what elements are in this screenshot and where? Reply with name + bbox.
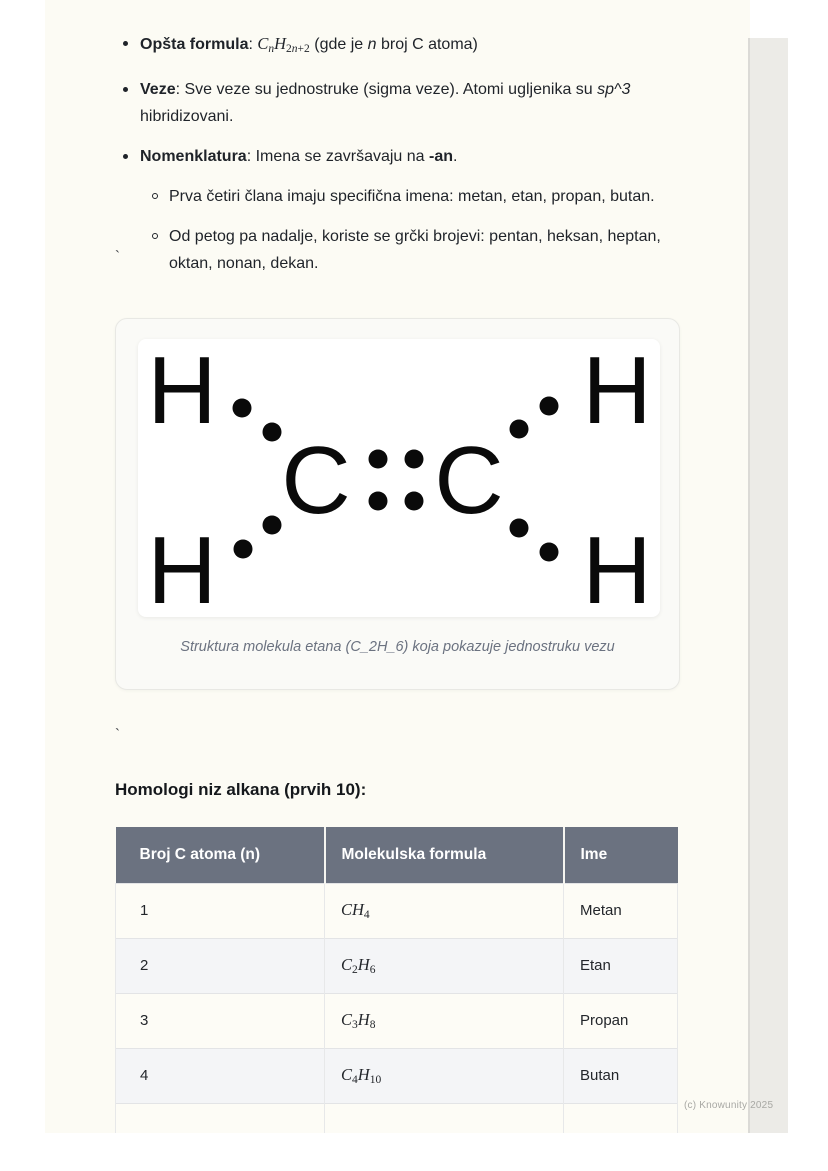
cell-formula: $C_4H_{10}$ — [325, 1048, 564, 1103]
scrollbar-track[interactable] — [748, 38, 788, 1133]
cell-name: Etan — [564, 938, 678, 993]
cell-formula: $C_2H_6$ — [325, 938, 564, 993]
atom-h-top-left: H — [147, 337, 217, 444]
cell-name: Butan — [564, 1048, 678, 1103]
document-page — [45, 0, 750, 1133]
ethane-lewis-structure-image — [138, 337, 660, 624]
watermark: (c) Knowunity 2025 — [684, 1100, 774, 1111]
sub-bullet-text: Prva četiri člana imaju specifična imena: metan, etan, propan, butan. — [169, 188, 655, 205]
cell-name: Metan — [564, 883, 678, 938]
electron-dot — [233, 399, 252, 418]
electron-dot — [369, 492, 388, 511]
column-header-molekulska-formula: Molekulska formula — [325, 827, 564, 883]
sub-bullet-list — [169, 183, 685, 277]
separator: : — [248, 36, 258, 53]
table-heading: Homologi niz alkana (prvih 10): — [115, 780, 367, 799]
cell-n — [116, 1103, 325, 1133]
electron-dot — [510, 519, 529, 538]
table-row — [116, 1103, 678, 1133]
column-header-ime: Ime — [564, 827, 678, 883]
column-header-broj-c-atoma: Broj C atoma (n) — [116, 827, 325, 883]
atom-c-left: C — [281, 427, 351, 534]
bullet-nomenklatura: Nomenklatura: Imena se završavaju na -an. Prva četiri člana imaju specifična imena: metan, etan, propan, butan. Od petog pa nadalje, koriste se grčki brojevi: pentan, heksan, heptan, oktan, nonan, dekan. — [140, 143, 685, 277]
bullet-opsta-formula: Opšta formula: $C_nH_{2n+2}$ (gde je n broj C atoma) — [140, 30, 685, 63]
bullet-text: Sve veze su jednostruke (sigma veze). Atomi ugljenika su — [184, 81, 598, 98]
cell-n: 4 — [116, 1048, 325, 1103]
bullet-veze: Veze: Sve veze su jednostruke (sigma veze). Atomi ugljenika su sp^3 hibridizovani. — [140, 76, 685, 130]
electron-dot — [369, 450, 388, 469]
bullet-icon — [123, 41, 128, 46]
table-row — [116, 883, 678, 938]
cell-formula: $CH_4$ — [325, 883, 564, 938]
electron-dot — [234, 540, 253, 559]
figure-caption: Struktura molekula etana (C_2H_6) koja pokazuje jednostruku vezu — [180, 639, 615, 655]
table-row — [116, 993, 678, 1048]
sub-bullet-greek-numbers — [169, 223, 685, 277]
table-row — [116, 1048, 678, 1103]
cell-formula: $C_3H_8$ — [325, 993, 564, 1048]
sub-bullet-icon — [152, 193, 158, 199]
electron-dot — [263, 516, 282, 535]
bullet-list — [140, 30, 685, 290]
figure-card — [115, 318, 680, 690]
electron-dot — [405, 492, 424, 511]
atom-h-bottom-left: H — [147, 517, 217, 624]
bullet-label: Veze — [140, 81, 176, 98]
cell-n: 3 — [116, 993, 325, 1048]
bullet-text: (gde je — [309, 36, 368, 53]
bullet-icon — [123, 154, 128, 159]
electron-dot — [263, 423, 282, 442]
sub-bullet-icon — [152, 233, 158, 239]
atom-c-right: C — [434, 427, 504, 534]
general-formula: $C_nH_{2n+2}$ — [257, 34, 310, 55]
bullet-text: Imena se završavaju na — [255, 148, 430, 165]
electron-dot — [510, 420, 529, 439]
bullet-label: Opšta formula — [140, 36, 249, 53]
sub-bullet-specific-names — [169, 183, 685, 210]
cell-formula — [325, 1103, 564, 1133]
cell-n: 1 — [116, 883, 325, 938]
stray-backtick: ` — [115, 726, 120, 743]
table-row — [116, 938, 678, 993]
sub-bullet-text: Od petog pa nadalje, koriste se grčki brojevi: pentan, heksan, heptan, oktan, nonan, dekan. — [169, 228, 661, 272]
atom-h-top-right: H — [582, 337, 652, 444]
bullet-icon — [123, 87, 128, 92]
atom-h-bottom-right: H — [582, 517, 652, 624]
electron-dot — [540, 543, 559, 562]
electron-dot — [540, 397, 559, 416]
table-header-row — [116, 827, 678, 883]
cell-n: 2 — [116, 938, 325, 993]
alkane-table — [115, 827, 678, 1133]
cell-name — [564, 1103, 678, 1133]
electron-dot — [405, 450, 424, 469]
cell-name: Propan — [564, 993, 678, 1048]
stray-backtick: ` — [115, 248, 120, 265]
bullet-label: Nomenklatura — [140, 148, 247, 165]
